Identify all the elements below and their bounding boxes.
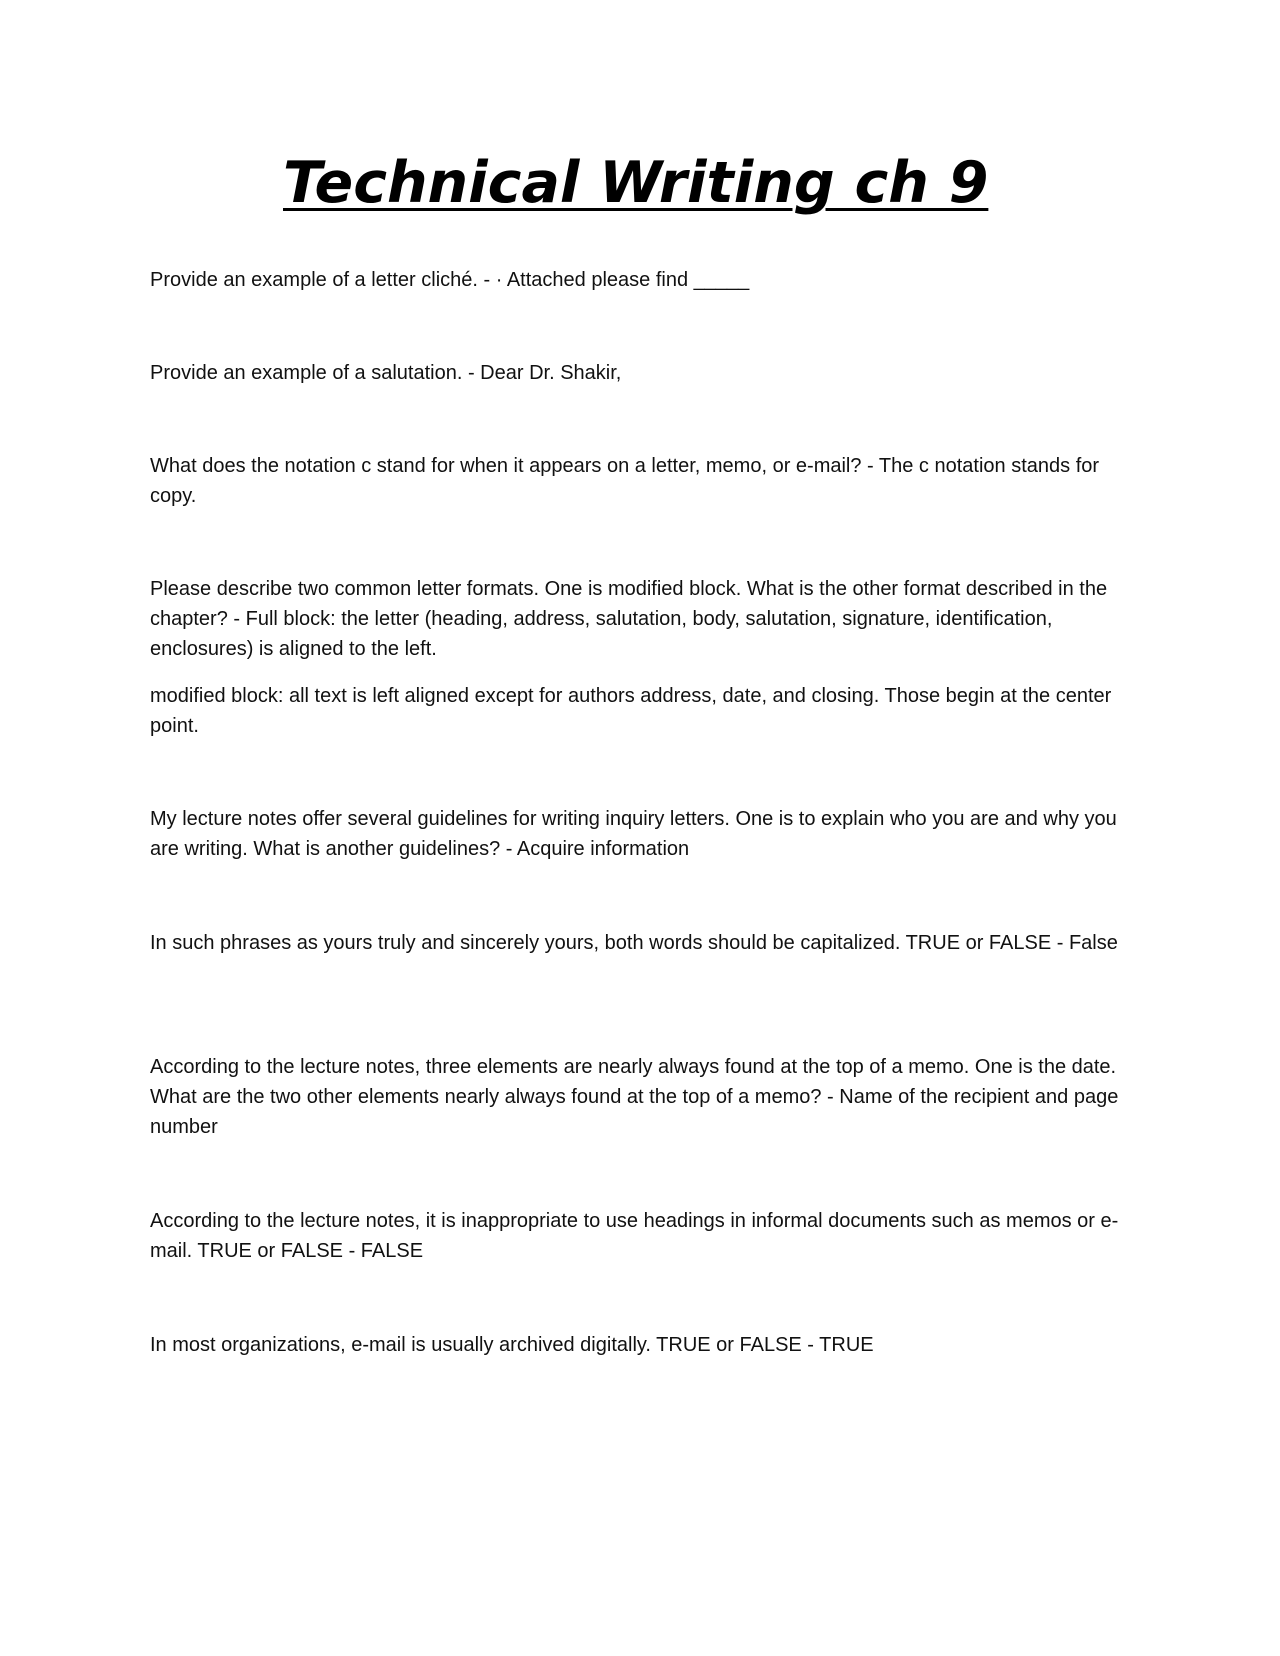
paragraph-letter-formats: Please describe two common letter formats. One is modified block. What is the other format described in the chapter? - Full block: the letter (heading, address, salutation, body, salutation, signature, identification, enclosures) is aligned to the left. xyxy=(150,578,1108,660)
paragraph-email-archive: In most organizations, e-mail is usually archived digitally. TRUE or FALSE - TRUE xyxy=(150,1334,874,1356)
paragraph-inquiry-letters: My lecture notes offer several guidelines for writing inquiry letters. One is to explain who you are and why you are writing. What is another guidelines? - Acquire information xyxy=(150,808,1117,860)
document-title: Technical Writing ch 9 xyxy=(283,150,989,216)
paragraph-headings: According to the lecture notes, it is inappropriate to use headings in informal documents such as memos or e-mail. TRUE or FALSE - FALSE xyxy=(150,1210,1119,1262)
paragraph-notation-c: What does the notation c stand for when it appears on a letter, memo, or e-mail? - The c notation stands for copy. xyxy=(150,455,1100,507)
paragraph-capitalization: In such phrases as yours truly and sincerely yours, both words should be capitalized. TRUE or FALSE - False xyxy=(150,932,1118,954)
paragraph-letter-cliche: Provide an example of a letter cliché. - · Attached please find _____ xyxy=(150,269,750,291)
paragraph-salutation: Provide an example of a salutation. - Dear Dr. Shakir, xyxy=(150,362,622,384)
paragraph-modified-block: modified block: all text is left aligned except for authors address, date, and closing. Those begin at the center point. xyxy=(150,685,1112,737)
paragraph-memo-elements: According to the lecture notes, three elements are nearly always found at the top of a memo. One is the date. What are the two other elements nearly always found at the top of a memo? - Name of the recipient and page number xyxy=(150,1056,1119,1138)
